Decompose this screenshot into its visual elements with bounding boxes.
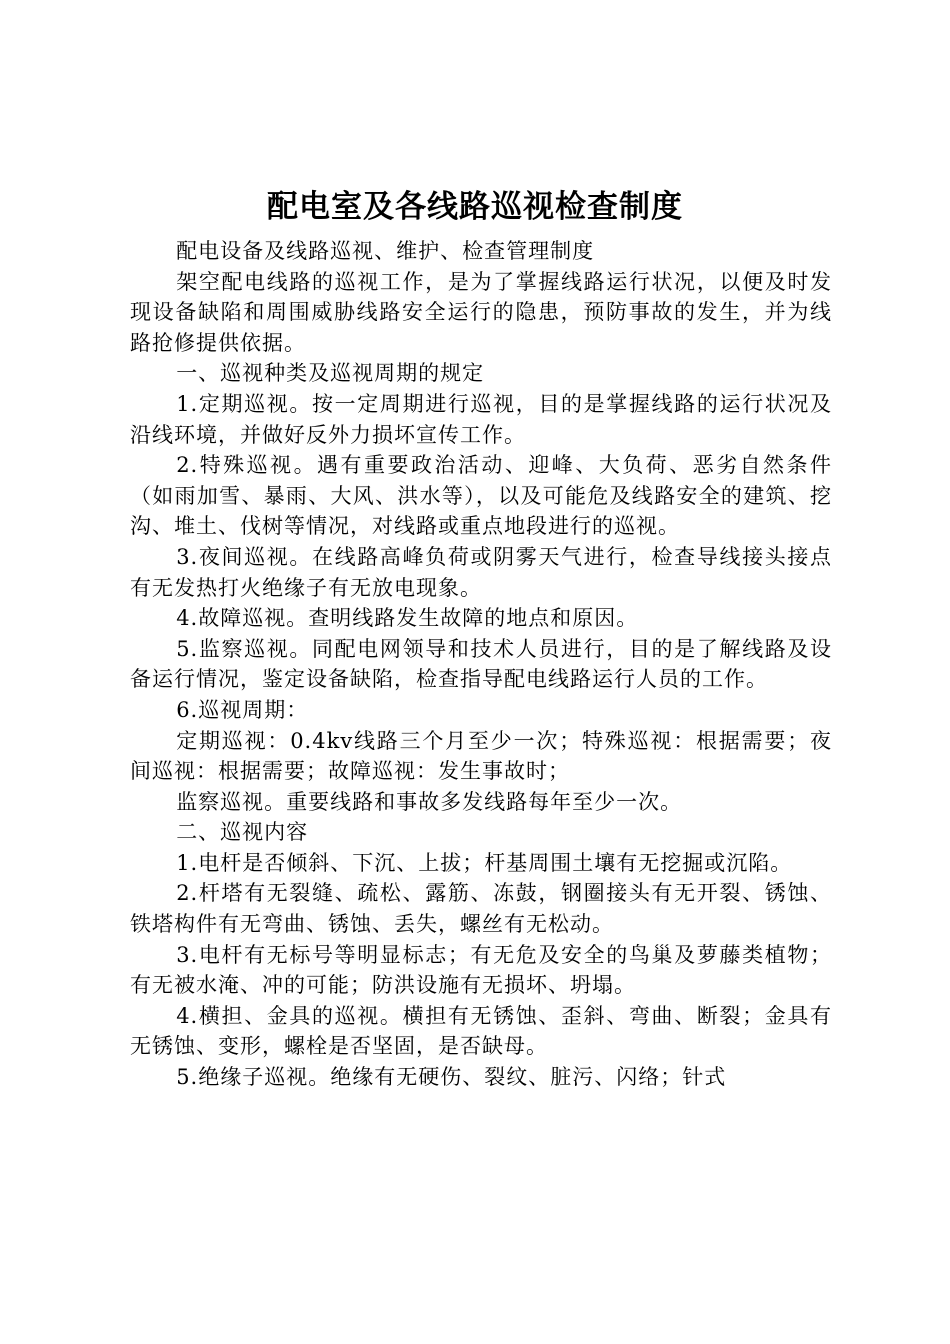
paragraph: 配电设备及线路巡视、维护、检查管理制度 (176, 239, 595, 263)
section-heading: 二、巡视内容 (176, 820, 309, 845)
document-body (130, 236, 832, 1093)
paragraph: 1.电杆是否倾斜、下沉、上拔；杆基周围土壤有无挖掘或沉陷。 (176, 850, 793, 875)
paragraph: 6.巡视周期： (176, 697, 309, 722)
paragraph: 3.夜间巡视。在线路高峰负荷或阴雾天气进行，检查导线接头接点有无发热打火绝缘子有无放电现象。 (130, 544, 832, 600)
paragraph: 4.横担、金具的巡视。横担有无锈蚀、歪斜、弯曲、断裂；金具有无锈蚀、变形，螺栓是否坚固，是否缺母。 (130, 1003, 832, 1059)
paragraph: 1.定期巡视。按一定周期进行巡视，目的是掌握线路的运行状况及沿线环境，并做好反外力损坏宣传工作。 (130, 391, 832, 447)
paragraph: 架空配电线路的巡视工作，是为了掌握线路运行状况，以便及时发现设备缺陷和周围威胁线路安全运行的隐患，预防事故的发生，并为线路抢修提供依据。 (130, 269, 832, 355)
paragraph: 5.监察巡视。同配电网领导和技术人员进行，目的是了解线路及设备运行情况，鉴定设备缺陷，检查指导配电线路运行人员的工作。 (130, 636, 832, 692)
paragraph: 监察巡视。重要线路和事故多发线路每年至少一次。 (176, 789, 683, 814)
paragraph: 2.杆塔有无裂缝、疏松、露筋、冻鼓，钢圈接头有无开裂、锈蚀、铁塔构件有无弯曲、锈蚀、丢失，螺丝有无松动。 (130, 881, 832, 937)
paragraph: 2.特殊巡视。遇有重要政治活动、迎峰、大负荷、恶劣自然条件（如雨加雪、暴雨、大风、洪水等），以及可能危及线路安全的建筑、挖沟、堆土、伐树等情况，对线路或重点地段进行的巡视。 (130, 453, 832, 539)
paragraph: 定期巡视：0.4kv线路三个月至少一次；特殊巡视：根据需要；夜间巡视：根据需要；故障巡视：发生事故时； (130, 728, 832, 784)
paragraph: 4.故障巡视。查明线路发生故障的地点和原因。 (176, 606, 639, 631)
paragraph: 5.绝缘子巡视。绝缘有无硬伤、裂纹、脏污、闪络；针式 (176, 1065, 727, 1090)
section-heading: 一、巡视种类及巡视周期的规定 (176, 361, 485, 386)
document-title: 配电室及各线路巡视检查制度 (267, 189, 683, 225)
paragraph: 3.电杆有无标号等明显标志；有无危及安全的鸟巢及萝藤类植物；有无被水淹、冲的可能；防洪设施有无损坏、坍塌。 (130, 942, 832, 998)
